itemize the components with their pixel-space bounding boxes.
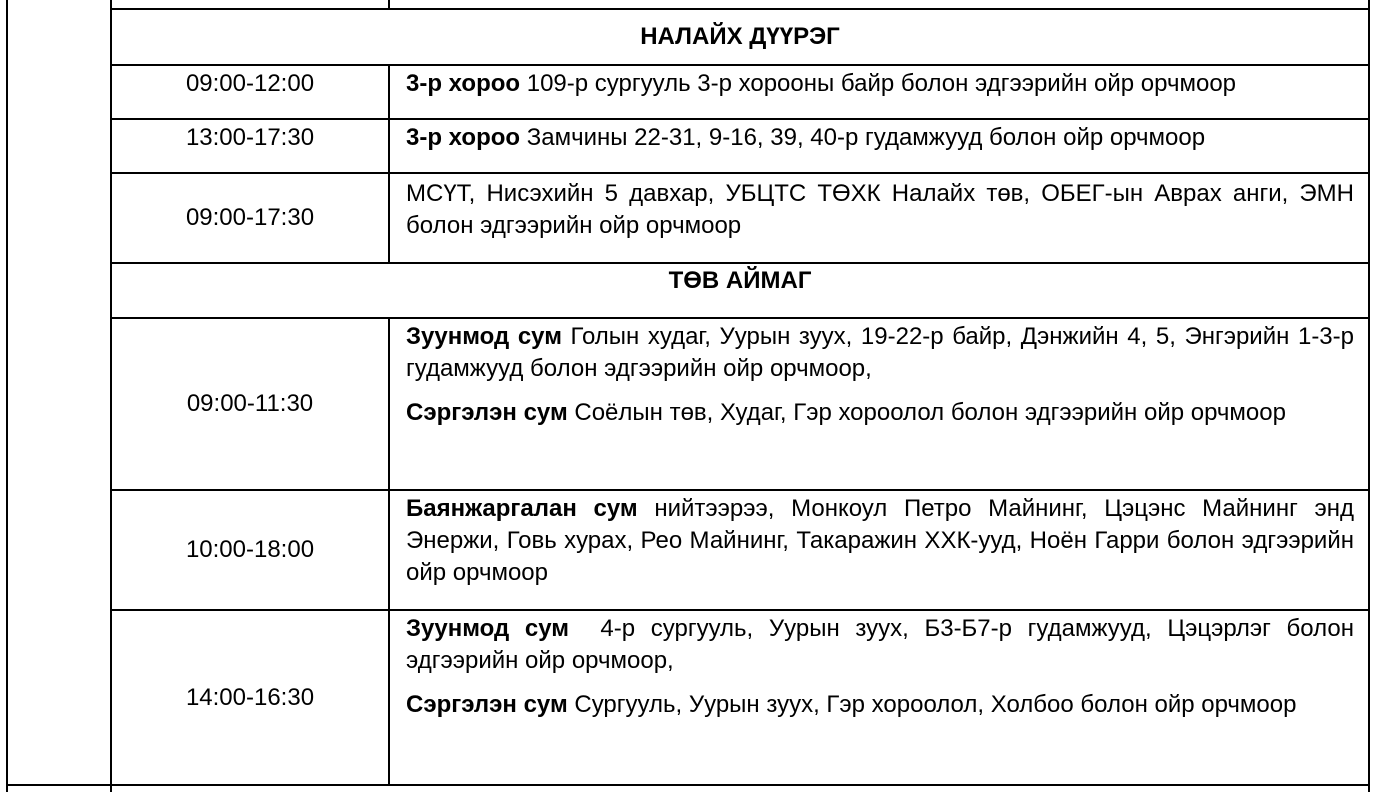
row-line	[6, 784, 1370, 786]
time-text: 09:00-11:30	[186, 390, 314, 417]
location-bold: Зуунмод сум	[406, 323, 562, 350]
time-text: 09:00-12:00	[185, 70, 315, 97]
section-heading	[112, 10, 1368, 64]
time-cell	[112, 319, 388, 489]
location-text: Сургууль, Уурын зуух, Гэр хороолол, Холбоо болон ойр орчмоор	[567, 691, 1297, 718]
description-cell	[390, 611, 1368, 784]
location-bold: Сэргэлэн сум	[406, 399, 568, 426]
description-cell	[390, 120, 1368, 172]
location-text: Замчины 22-31, 9-16, 39, 40-р гудамжууд болон ойр орчмоор	[520, 124, 1206, 151]
section-heading-text: ТӨВ АЙМАГ	[668, 267, 812, 294]
time-text: 14:00-16:30	[185, 683, 315, 711]
location-bold: Зуунмод сум	[406, 615, 570, 642]
time-cell	[112, 491, 388, 609]
description-cell	[390, 66, 1368, 118]
description-cell	[390, 174, 1368, 262]
location-text: нийтээрээ, Монкоул Петро Майнинг, Цэцэнс Майнинг энд Энержи, Говь хурах, Рео Майнинг, Такаражин ХХК-ууд, Ноён Гарри болон эдгээрийн ойр орчмоор	[406, 495, 1355, 586]
time-cell	[112, 66, 388, 118]
location-text: МСҮТ, Нисэхийн 5 давхар, УБЦТС ТӨХК Налайх төв, ОБЕГ-ын Аврах анги, ЭМН болон эдгээрийн ойр орчмоор	[406, 180, 1354, 239]
location-text: 4-р сургууль, Уурын зуух, Б3-Б7-р гудамжууд, Цэцэрлэг болон эдгээрийн ойр орчмоор,	[406, 615, 1361, 674]
section-heading-text: НАЛАЙХ ДҮҮРЭГ	[640, 23, 840, 50]
location-bold: 3-р хороо	[406, 124, 521, 151]
location-bold: Баянжаргалан сум	[406, 495, 638, 522]
time-text: 13:00-17:30	[185, 124, 315, 151]
time-text: 10:00-18:00	[185, 536, 315, 563]
section-heading	[112, 264, 1368, 298]
description-cell	[390, 319, 1368, 489]
time-cell	[112, 174, 388, 262]
location-text: 109-р сургууль 3-р хорооны байр болон эдгээрийн ойр орчмоор	[520, 70, 1237, 97]
location-text: Соёлын төв, Худаг, Гэр хороолол болон эдгээрийн ойр орчмоор	[567, 399, 1286, 426]
time-cell	[112, 611, 388, 784]
time-cell	[112, 120, 388, 172]
description-cell	[390, 491, 1368, 609]
location-bold: Сэргэлэн сум	[406, 691, 568, 718]
table-border-left	[6, 0, 8, 792]
location-bold: 3-р хороо	[406, 70, 521, 97]
location-text: Голын худаг, Уурын зуух, 19-22-р байр, Дэнжийн 4, 5, Энгэрийн 1-3-р гудамжууд болон эдгээрийн ойр орчмоор,	[406, 323, 1354, 382]
time-text: 09:00-17:30	[185, 204, 315, 231]
